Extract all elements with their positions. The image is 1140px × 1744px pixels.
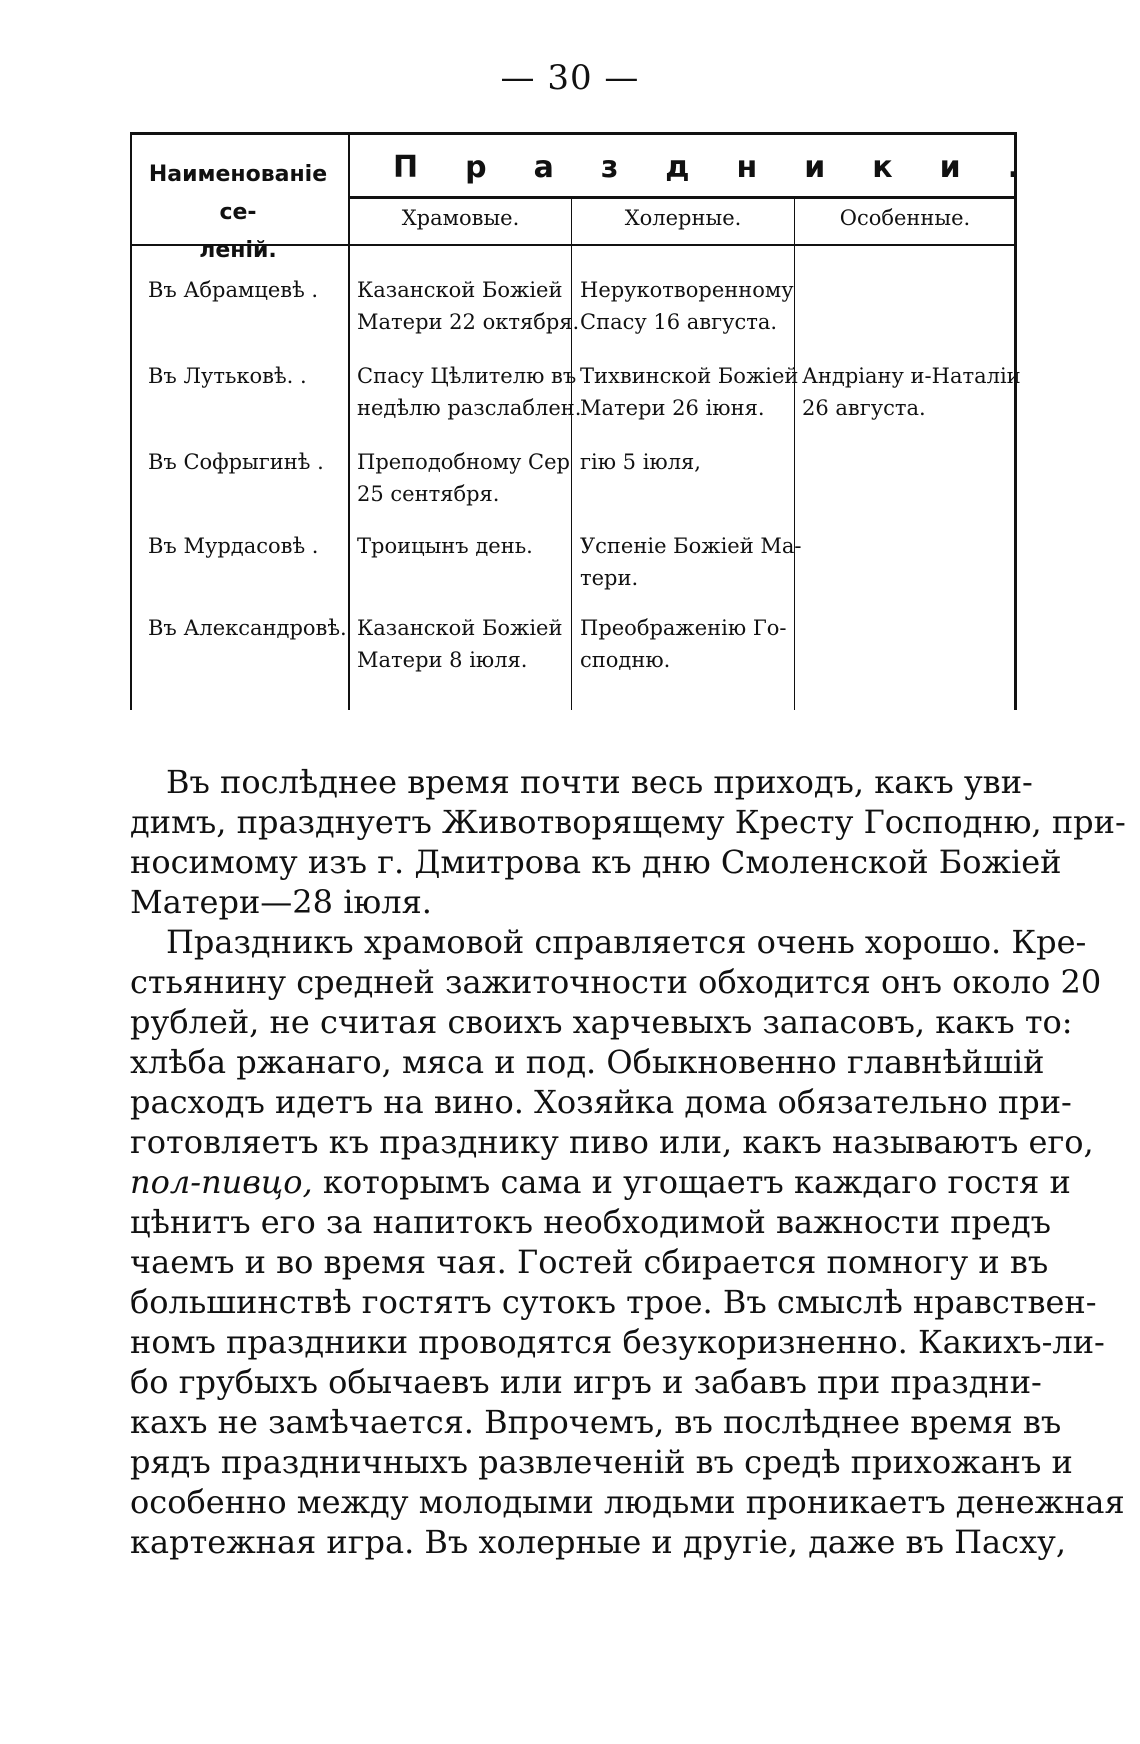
paragraph-line: рублей, не считая своихъ харчевыхъ запасовъ, какъ то:	[130, 1003, 1073, 1041]
paragraph-line: стьянину средней зажиточности обходится онъ около 20	[130, 963, 1102, 1001]
row-temple	[357, 612, 572, 676]
cholera-subheader: Холерные.	[624, 206, 742, 230]
row-cholera	[580, 274, 795, 338]
row-cholera-line: тери.	[580, 566, 639, 590]
paragraph-line: кахъ не замѣчается. Впрочемъ, въ послѣднее время въ	[130, 1403, 1062, 1441]
row-cholera-line: Успеніе Божіей Ма-	[580, 534, 802, 558]
holidays-header: Праздники.	[393, 150, 1067, 185]
row-temple-line: Спасу Цѣлителю въ	[357, 364, 577, 388]
paragraph-line: чаемъ и во время чая. Гостей сбирается помногу и въ	[130, 1243, 1049, 1281]
row-temple	[357, 530, 572, 562]
row-cholera-line: гію 5 іюля,	[580, 450, 701, 474]
paragraph-line: бо грубыхъ обычаевъ или игръ и забавъ при праздни-	[130, 1363, 1042, 1401]
table-top-rule	[130, 132, 1016, 135]
row-special-line: Андріану и-Наталіи	[802, 364, 1021, 388]
paragraph-line: носимому изъ г. Дмитрова къ дню Смоленской Божіей	[130, 843, 1062, 881]
special-subheader: Особенные.	[839, 206, 971, 230]
row-cholera	[580, 530, 802, 594]
row-village: Въ Мурдасовѣ .	[148, 534, 319, 558]
row-cholera-line: Преображенію Го-	[580, 616, 787, 640]
row-village: Въ Лутьковѣ. .	[148, 364, 307, 388]
paragraph-line: Праздникъ храмовой справляется очень хорошо. Кре-	[166, 923, 1087, 961]
settlements-header	[130, 156, 346, 270]
holidays-under-rule	[350, 196, 1016, 199]
row-cholera-line: Нерукотворенному	[580, 278, 794, 302]
paragraph-line: рядъ праздничныхъ развлеченій въ средѣ прихожанъ и	[130, 1443, 1073, 1481]
row-village: Въ Абрамцевѣ .	[148, 278, 319, 302]
italic-term: пол-пивцо,	[130, 1163, 313, 1201]
row-temple-line: Матери 22 октября.	[357, 310, 580, 334]
row-temple	[357, 446, 572, 510]
row-cholera	[580, 612, 795, 676]
temple-subheader: Храмовые.	[401, 206, 520, 230]
paragraph-line-rest: которымъ сама и угощаетъ каждаго гостя и	[322, 1163, 1071, 1201]
row-temple-line: Троицынъ день.	[357, 534, 533, 558]
paragraph-line: номъ праздники проводятся безукоризненно. Какихъ-ли-	[130, 1323, 1105, 1361]
holidays-table	[130, 132, 1067, 710]
row-temple-line: Преподобному Сер	[357, 450, 570, 474]
paragraph-line: димъ, празднуетъ Животворящему Кресту Господню, при-	[130, 803, 1126, 841]
paragraph-line: Въ послѣднее время почти весь приходъ, какъ уви-	[166, 763, 1033, 801]
row-cholera-line: Матери 26 іюня.	[580, 396, 765, 420]
row-temple	[357, 360, 582, 424]
paragraph-line: готовляетъ къ празднику пиво или, какъ называютъ его,	[130, 1123, 1094, 1161]
row-temple-line: Казанской Божіей	[357, 278, 563, 302]
row-special	[802, 360, 1021, 424]
body-text	[130, 762, 1126, 1562]
row-village: Въ Софрыгинѣ .	[148, 450, 324, 474]
row-temple	[357, 274, 580, 338]
paragraph-line: особенно между молодыми людьми проникаетъ денежная	[130, 1483, 1125, 1521]
paragraph-line: цѣнитъ его за напитокъ необходимой важности предъ	[130, 1203, 1052, 1241]
paragraph-line: расходъ идетъ на вино. Хозяйка дома обязательно при-	[130, 1083, 1072, 1121]
paragraph-line: большинствѣ гостятъ сутокъ трое. Въ смыслѣ нравствен-	[130, 1283, 1097, 1321]
settlements-header-line1: Наименованіе се-	[148, 162, 328, 225]
row-cholera-line: Тихвинской Божіей	[580, 364, 799, 388]
paragraph-line: хлѣба ржанаго, мяса и под. Обыкновенно главнѣйшій	[130, 1043, 1045, 1081]
paragraph-line: Матери—28 іюля.	[130, 883, 432, 921]
settlements-header-line2: леній.	[199, 238, 277, 263]
row-temple-line: Матери 8 іюля.	[357, 648, 528, 672]
row-cholera	[580, 446, 795, 478]
row-temple-line: Казанской Божіей	[357, 616, 563, 640]
row-cholera-line: сподню.	[580, 648, 671, 672]
paragraph-line-with-italic	[130, 1162, 1071, 1202]
page-number: — 30 —	[500, 58, 640, 98]
row-temple-line: недѣлю разслаблен.	[357, 396, 582, 420]
row-special-line: 26 августа.	[802, 396, 926, 420]
row-cholera	[580, 360, 799, 424]
row-cholera-line: Спасу 16 августа.	[580, 310, 778, 334]
row-temple-line: 25 сентября.	[357, 482, 500, 506]
paragraph-line: картежная игра. Въ холерные и другіе, даже въ Пасху,	[130, 1523, 1067, 1561]
row-village: Въ Александровѣ.	[148, 616, 347, 640]
